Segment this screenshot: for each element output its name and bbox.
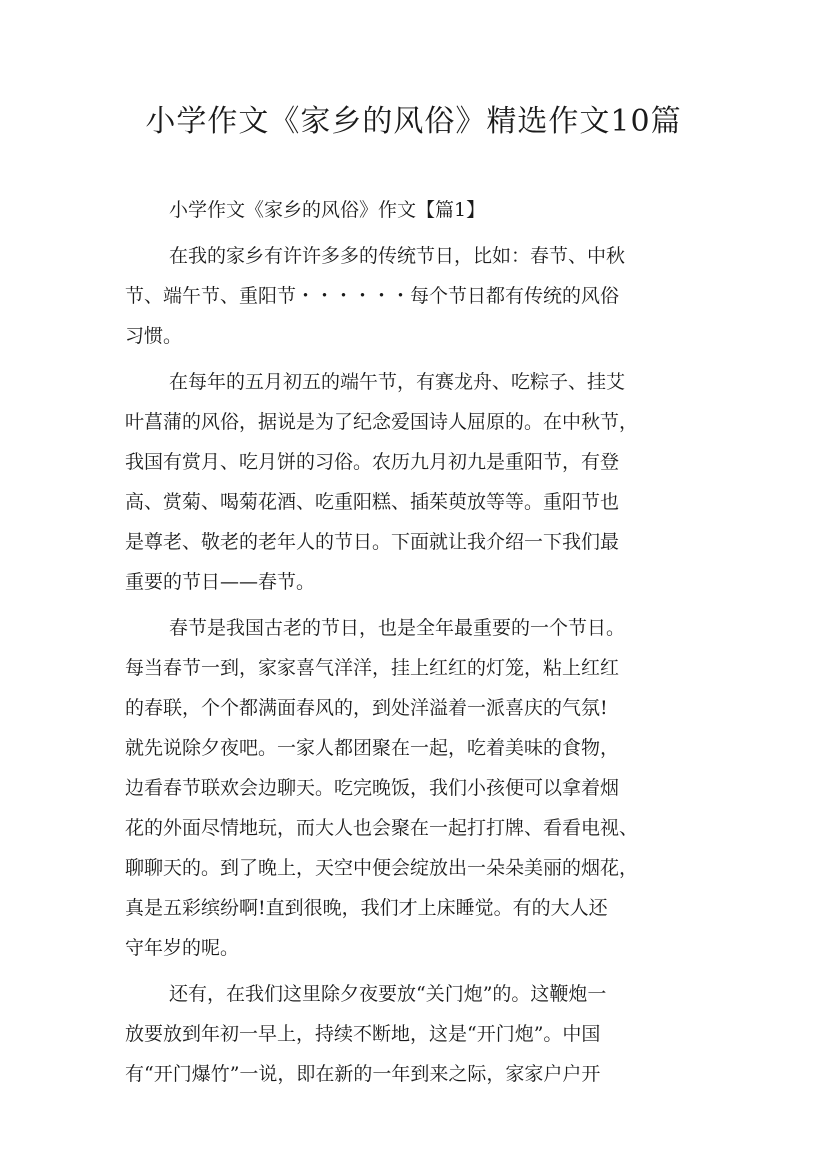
text-line: 是尊老、敬老的老年人的节日。下面就让我介绍一下我们最 xyxy=(125,531,620,553)
article-body xyxy=(125,190,725,1100)
text-line: 节、端午节、重阳节・・・・・・每个节日都有传统的风俗 xyxy=(125,285,620,307)
text-line: 就先说除夕夜吧。一家人都团聚在一起，吃着美味的食物， xyxy=(125,737,620,759)
text-line: 重要的节日——春节。 xyxy=(125,571,316,593)
text-line: 的春联，个个都满面春风的，到处洋溢着一派喜庆的气氛! xyxy=(125,697,608,719)
text-line: 在每年的五月初五的端午节，有赛龙舟、吃粽子、挂艾 xyxy=(169,371,626,393)
text-line: 在我的家乡有许许多多的传统节日，比如：春节、中秋 xyxy=(169,245,626,267)
text-line: 每当春节一到，家家喜气洋洋，挂上红红的灯笼，粘上红红 xyxy=(125,657,620,679)
paragraph-3 xyxy=(125,608,725,968)
subtitle-line: 小学作文《家乡的风俗》作文【篇1】 xyxy=(169,199,486,221)
text-line: 还有，在我们这里除夕夜要放“关门炮”的。这鞭炮一 xyxy=(169,983,607,1005)
text-line: 放要放到年初一早上，持续不断地，这是“开门炮”。中国 xyxy=(125,1023,601,1045)
paragraph-4 xyxy=(125,974,725,1094)
text-line: 习惯。 xyxy=(125,325,183,347)
text-line: 高、赏菊、喝菊花酒、吃重阳糕、插茱萸放等等。重阳节也 xyxy=(125,491,620,513)
text-line: 守年岁的呢。 xyxy=(125,937,240,959)
text-line: 聊聊天的。到了晚上，天空中便会绽放出一朵朵美丽的烟花， xyxy=(125,857,639,879)
text-line: 有“开门爆竹”一说，即在新的一年到来之际，家家户户开 xyxy=(125,1063,601,1085)
text-line: 叶菖蒲的风俗，据说是为了纪念爱国诗人屈原的。在中秋节， xyxy=(125,411,639,433)
text-line: 花的外面尽情地玩，而大人也会聚在一起打打牌、看看电视、 xyxy=(125,817,639,839)
text-line: 真是五彩缤纷啊!直到很晚，我们才上床睡觉。有的大人还 xyxy=(125,897,608,919)
text-line: 边看春节联欢会边聊天。吃完晚饭，我们小孩便可以拿着烟 xyxy=(125,777,620,799)
text-line: 春节是我国古老的节日，也是全年最重要的一个节日。 xyxy=(169,617,626,639)
paragraph-2 xyxy=(125,362,725,602)
article-subtitle xyxy=(125,190,725,230)
text-line: 我国有赏月、吃月饼的习俗。农历九月初九是重阳节，有登 xyxy=(125,451,620,473)
paragraph-1 xyxy=(125,236,725,356)
document-title: 小学作文《家乡的风俗》精选作文10篇 xyxy=(145,104,682,139)
